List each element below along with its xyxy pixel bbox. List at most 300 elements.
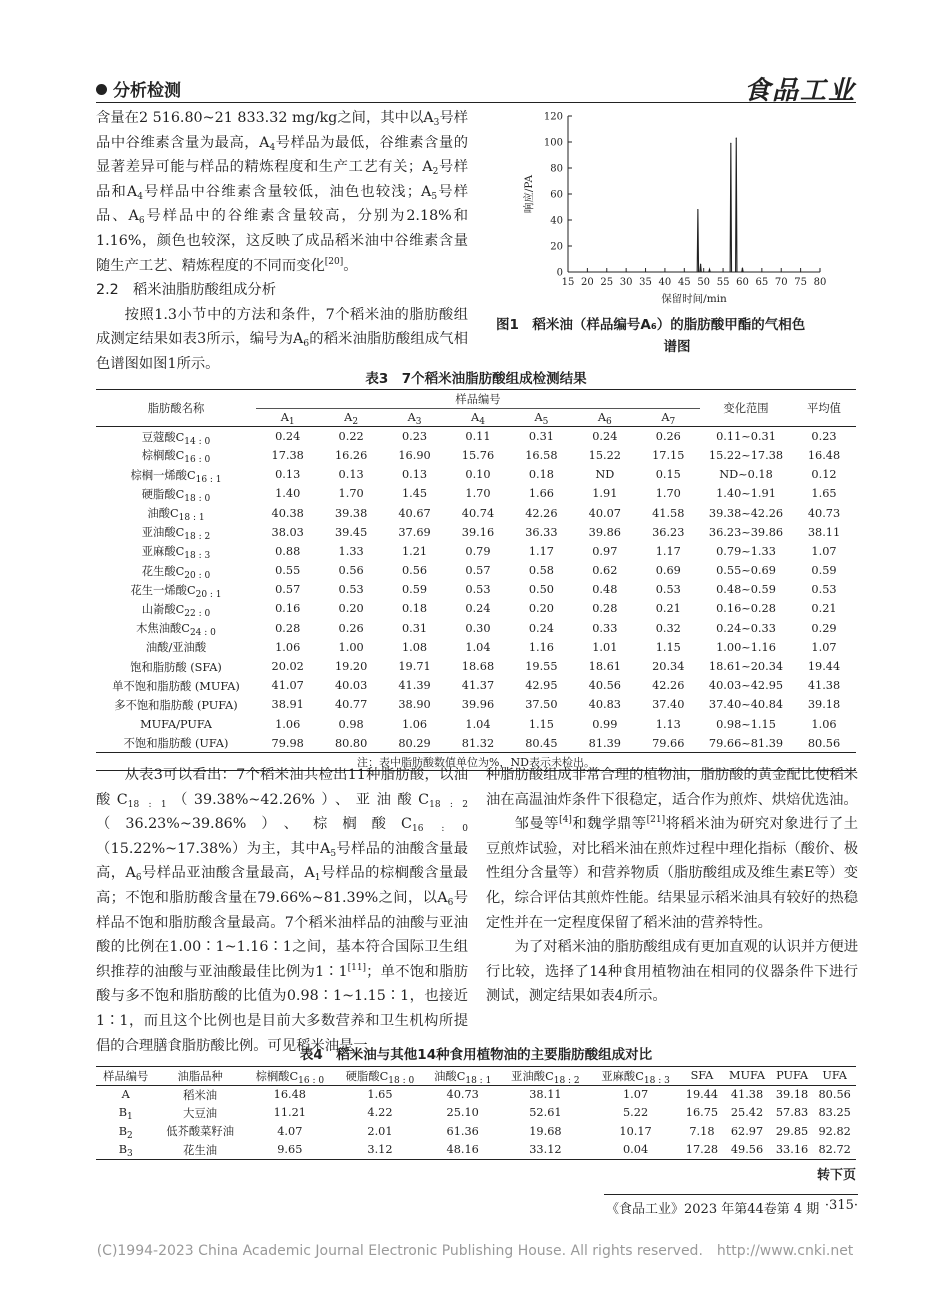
subscript: 5 [330,848,337,859]
table-cell: 39.18 [775,1088,809,1101]
table-cell: 39.16 [461,525,495,539]
table-row [96,542,856,561]
table-cell: 10.17 [619,1124,652,1138]
table-cell: 0.53 [465,583,491,597]
subscript: 6 [303,339,310,350]
subscript: 1 [314,873,321,884]
subscript: 3 [415,417,422,428]
table-row [96,446,856,465]
figure-caption [496,314,858,358]
left-column-bottom [96,763,468,1058]
table-cell: 79.66 [637,734,700,753]
table-cell: 1.65 [811,487,837,501]
table-cell: 3.12 [335,1141,425,1160]
table-cell: 16.48 [273,1088,306,1101]
table-cell: 0.48 [592,583,618,597]
table-cell: 0.30 [465,621,491,635]
table-row [96,561,856,580]
peak-point [697,209,698,210]
col-header: SFA [681,1067,724,1086]
x-tick-label: 50 [697,277,711,288]
subscript: 22 : 0 [184,608,211,619]
table-cell: 1.66 [528,487,554,501]
subscript: 4 [137,191,143,202]
paragraph: 从表3可以看出：7个稻米油共检出11种脂肪酸，以油酸$C_{18 : 1}(39.38\%\sim 42.26\%)$、亚油酸$C_{18 : 2}(36.23\%\sim 39.86\%)$、棕榈酸$C_{16 : 0}(15.22\%\sim 17.38\%)$为主，其中$A_5$号样品的油酸含量最高，$A_6$号样品亚油酸含量最高，$A_1$号样品的棕榈酸含量最高；不饱和脂肪酸含量在79.66%~81.39%之间，以$A_6$号样品不饱和脂肪酸含量最高。7个稻米油样品的油酸与亚油酸的比例在1.00∶1~1.16∶1之间，基本符合国际卫生组织推荐的油酸与亚油酸最佳比例为1∶1[11]；单不饱和脂肪酸与多不饱和脂肪酸的比值为0.98∶1~1.15∶1，也接近1∶1，而且这个比例也是目前大多数营养和卫生机构所提倡的合理膳食脂肪酸比例。可见稻米油是一 [96,767,469,1054]
table-cell: 19.20 [334,660,368,674]
sample-id: A [121,1088,130,1101]
table-row [96,695,856,714]
table-cell: 41.38 [807,679,841,693]
oil-type: 低芥酸菜籽油 [166,1125,235,1139]
table-cell: 0.32 [655,621,681,635]
table-cell: 83.25 [818,1106,851,1120]
subscript: 16 : 1 [195,474,222,485]
table-cell: 0.21 [811,602,837,616]
table3-note: 注：表中脂肪酸数值单位为%，ND表示未检出。 [96,753,856,771]
table-row [96,599,856,618]
peak-point [736,138,737,139]
table-cell: 0.69 [655,564,681,578]
table-cell: 40.83 [588,698,621,712]
table-cell: 15.22 [588,448,621,462]
col-header: 棕榈酸$C_{16 : 0}$ [245,1067,335,1086]
table-cell: 0.16~0.28 [716,602,776,616]
section-heading: 2.2 稻米油脂肪酸组成分析 [96,282,277,299]
table-cell: 1.00 [338,640,364,654]
y-tick-label: 80 [550,163,563,175]
table-cell: 19.71 [398,660,431,674]
table-cell: 1.16 [528,640,554,654]
table-cell: 0.24 [528,621,554,635]
table-cell: 11.21 [273,1106,306,1120]
x-tick-label: 40 [658,277,672,288]
table-cell: 0.24~0.33 [716,621,776,635]
table-row [96,1104,856,1123]
fatty-acid-name: 饱和脂肪酸 (SFA) [130,660,222,674]
table-cell: 37.50 [525,698,558,712]
x-tick-label: 75 [794,277,807,288]
table-cell: 18.68 [461,660,495,674]
x-tick-label: 55 [716,277,730,288]
oil-type: 大豆油 [183,1106,218,1120]
table-cell: 1.91 [592,487,618,501]
table-cell: 0.24 [275,430,301,444]
table-cell: 0.98 [338,717,364,731]
table-cell: 0.13 [275,468,301,482]
col-header-name: 脂肪酸名称 [96,390,256,427]
table-cell: 19.68 [529,1124,562,1138]
table-cell: 41.37 [461,679,495,693]
subscript: 2 [432,167,439,178]
peak-point [742,268,743,269]
subscript: 6 [135,873,142,884]
subscript: 5 [542,417,549,428]
sample-col-header: $A_7$ [637,409,700,427]
table-cell: 42.26 [525,506,558,520]
table4 [96,1066,856,1160]
table-cell: 0.33 [592,621,618,635]
col-header: 亚麻酸$C_{18 : 3}$ [591,1067,681,1086]
col-header: UFA [813,1067,856,1086]
table-cell: 0.10 [465,468,491,482]
table-cell: 1.01 [592,640,618,654]
table-cell: 41.07 [271,679,304,693]
table-cell: 18.61~20.34 [708,660,784,674]
table-cell: 41.39 [398,679,431,693]
table-cell: 0.26 [655,430,681,444]
col-header-mean: 平均值 [792,390,856,427]
y-tick-label: 60 [550,189,563,201]
fatty-acid-name: 硬脂酸$C_{18 : 0}$ [141,487,211,504]
fatty-acid-name: 棕榈酸$C_{16 : 0}$ [141,449,211,466]
table-cell: 38.11 [807,525,841,539]
sample-col-header: $A_6$ [573,409,636,427]
table-cell: 48.16 [425,1141,500,1160]
table-cell: 39.96 [461,698,495,712]
table-cell: 42.95 [525,679,558,693]
table-cell: 1.00~1.16 [716,640,776,654]
fatty-acid-name: 花生酸$C_{20 : 0}$ [141,564,211,581]
col-header-samples: 样品编号 [256,390,700,409]
col-header: 油酸$C_{18 : 1}$ [425,1067,500,1086]
table-cell: 39.18 [807,698,841,712]
chromatogram-trace [568,138,820,272]
table-cell: 0.53 [338,583,364,597]
table-cell: 4.07 [277,1124,303,1138]
fatty-acid-name: 豆蔻酸$C_{14 : 0}$ [141,430,211,447]
table-cell: 5.22 [623,1106,649,1120]
table-cell: 62.97 [730,1124,764,1138]
x-tick-label: 15 [561,277,575,288]
fatty-acid-name: 油酸$C_{18 : 1}$ [147,507,205,524]
table-cell: 1.06 [811,717,837,731]
fatty-acid-name: 木焦油酸$C_{24 : 0}$ [136,622,216,639]
table-row [96,503,856,522]
footer-divider [604,1194,858,1195]
table-cell: 19.55 [525,660,558,674]
table-cell: 40.56 [588,679,621,693]
peak-point [709,269,710,270]
table-cell: 0.11~0.31 [716,430,776,444]
table-cell: 0.79~1.33 [716,544,776,558]
citation: [21] [646,815,666,826]
subscript: 18 : 1 [178,513,205,524]
table-cell: 15.22~17.38 [708,448,784,462]
subscript: 18 : 1 [127,799,167,810]
table-cell: 1.17 [655,544,681,558]
paragraph: 按照1.3小节中的方法和条件，7个稻米油的脂肪酸组成测定结果如表3所示，编号为$A_6$的稻米油脂肪酸组成气相色谱图如图1所示。 [96,306,469,372]
table-cell: 0.59 [811,564,837,578]
table-row [96,465,856,484]
table-cell: 40.67 [398,506,431,520]
subscript: 20 : 1 [195,589,222,600]
table-cell: 25.42 [730,1106,764,1120]
table-cell: 0.15 [655,468,681,482]
table-row [96,676,856,695]
y-axis-label: 响应/PA [523,174,535,214]
table-cell: 40.73 [446,1088,479,1101]
page-header [96,72,856,104]
x-tick-label: 30 [619,277,633,288]
subscript: 18 : 0 [184,493,211,504]
subscript: 3 [127,1149,133,1159]
table-cell: 1.06 [275,717,301,731]
table-cell: 16.58 [525,448,558,462]
table-cell: 1.21 [401,544,428,558]
table-cell: 0.11 [465,430,491,444]
y-tick-label: 20 [550,241,563,253]
table-cell: 0.23 [401,430,428,444]
table-cell: 1.65 [367,1088,393,1101]
table-row [96,1141,856,1160]
page-footer [606,1198,858,1217]
table-cell: 79.66~81.39 [700,734,792,753]
table-cell: 0.56 [338,564,364,578]
x-axis-label: 保留时间/min [661,293,727,305]
copyright-notice: (C)1994-2023 China Academic Journal Electronic Publishing House. All rights reserved. http://www.cnki.net [96,1243,854,1259]
page-number: ·315· [824,1198,858,1213]
table-cell: 38.11 [529,1088,562,1101]
table-cell: 1.06 [401,717,428,731]
x-tick-label: 80 [813,277,827,288]
subscript: 3 [433,118,440,128]
table-cell: 1.04 [465,640,491,654]
col-header-range: 变化范围 [700,390,792,427]
x-tick-label: 25 [600,277,614,288]
y-tick-label: 0 [556,267,563,279]
x-tick-label: 35 [639,277,652,288]
header-divider [96,102,856,103]
table-cell: 38.91 [271,698,304,712]
fatty-acid-name: 山嵛酸$C_{22 : 0}$ [141,602,211,619]
table-cell: 37.40 [652,698,685,712]
subscript: 20 : 0 [184,570,211,581]
col-header: 亚油酸$C_{18 : 2}$ [500,1067,590,1086]
table-cell: 80.80 [319,734,382,753]
table-cell: 79.98 [256,734,319,753]
table-cell: 36.33 [525,525,558,539]
table-row [96,1085,856,1104]
table-cell: 33.12 [500,1141,590,1160]
table-cell: 0.20 [338,602,364,616]
table-cell: 1.40 [275,487,301,501]
table-cell: 0.12 [811,468,837,482]
x-tick-label: 60 [736,277,749,288]
sample-col-header: $A_3$ [383,409,446,427]
citation: [4] [559,815,572,826]
fatty-acid-name: 多不饱和脂肪酸 (PUFA) [114,698,238,712]
fatty-acid-name: 亚麻酸$C_{18 : 3}$ [141,545,211,562]
figure-caption-line: 图1 稻米油（样品编号A₆）的脂肪酸甲酯的气相色 [496,317,806,333]
oil-type: 花生油 [156,1141,245,1160]
oil-type: 稻米油 [183,1088,218,1102]
table-cell: 33.16 [771,1141,814,1160]
table-cell: 0.13 [401,468,428,482]
paragraph: 种脂肪酸组成非常合理的植物油，脂肪酸的黄金配比使稻米油在高温油炸条件下很稳定，适合作为煎炸、烘焙优选油。 [486,767,858,808]
y-tick-label: 40 [550,215,563,227]
subscript: 6 [138,216,145,227]
table-cell: ND~0.18 [719,468,773,482]
table-row [96,523,856,542]
table-cell: 16.75 [685,1106,719,1120]
table-row [96,427,856,446]
table-cell: 16.90 [398,448,431,462]
table-cell: 1.17 [528,544,554,558]
subscript: 18 : 0 [388,1075,415,1086]
table-cell: 0.62 [592,564,618,578]
fatty-acid-name: 棕榈一烯酸$C_{16 : 1}$ [130,468,222,485]
table-cell: 17.28 [681,1141,724,1160]
table-cell: 1.06 [275,640,301,654]
table-cell: 1.45 [401,487,428,501]
table3-caption: 表3 7个稻米油脂肪酸组成检测结果 [365,371,587,387]
table-cell: 80.56 [792,734,856,753]
section-title: 分析检测 [96,76,181,101]
table-cell: 4.22 [367,1106,393,1120]
sample-col-header: $A_5$ [510,409,573,427]
subscript: 18 : 1 [465,1075,492,1086]
table-cell: 39.38 [334,506,368,520]
table-cell: 1.08 [401,640,428,654]
table-cell: 57.83 [775,1106,809,1120]
table-cell: 17.38 [271,448,304,462]
peak-point [730,143,731,144]
table-cell: 0.23 [811,430,837,444]
table-cell: 1.15 [655,640,681,654]
table-cell: 52.61 [529,1106,562,1120]
table-cell: 0.18 [528,468,554,482]
table-cell: 40.07 [588,506,621,520]
table-cell: 17.15 [652,448,685,462]
subscript: 2 [352,417,359,428]
table-row [96,484,856,503]
table-cell: 40.74 [461,506,495,520]
subscript: 7 [669,417,676,428]
table-cell: 38.90 [398,698,431,712]
fatty-acid-name: 亚油酸$C_{18 : 2}$ [141,526,211,543]
col-header: 硬脂酸$C_{18 : 0}$ [335,1067,425,1086]
table-cell: 36.23~39.86 [708,525,784,539]
x-tick-label: 20 [581,277,594,288]
table-cell: 0.16 [275,602,301,616]
y-tick-label: 100 [543,137,563,149]
table-cell: 42.26 [652,679,685,693]
fatty-acid-name: 油酸/亚油酸 [145,641,207,655]
table-cell: 38.03 [271,525,304,539]
table-row [96,619,856,638]
x-tick-label: 65 [755,277,769,288]
table-cell: 39.45 [334,525,368,539]
table-cell: 40.03 [334,679,368,693]
table-cell: 1.70 [655,487,681,501]
table-cell: 49.56 [723,1141,771,1160]
table-cell: 40.03~42.95 [708,679,784,693]
subscript: 6 [447,897,454,908]
table-cell: 0.99 [592,717,618,731]
table-cell: 1.70 [465,487,491,501]
figure-caption-line: 谱图 [663,339,691,355]
journal-logo: 食品工业 [743,76,856,106]
subscript: 4 [479,417,485,428]
bullet-icon [96,84,107,95]
table-cell: 1.70 [338,487,364,501]
table-cell: 0.55 [275,564,301,578]
sample-id: $B_1$ [118,1106,133,1123]
table-cell: 0.13 [338,468,364,482]
table-cell: 0.18 [401,602,428,616]
table-cell: 0.53 [811,583,837,597]
table-cell: 37.40~40.84 [708,698,784,712]
y-tick-label: 120 [543,111,563,123]
table-cell: 81.32 [446,734,509,753]
table-cell: 0.58 [528,564,554,578]
table-cell: 80.56 [818,1088,851,1101]
table-cell: 81.39 [573,734,636,753]
table-cell: 0.28 [592,602,618,616]
subscript: 4 [269,142,276,153]
subscript: 14 : 0 [184,436,211,447]
continued-label: 转下页 [816,1168,856,1183]
table-cell: 20.02 [271,660,304,674]
subscript: 16 : 0 [184,455,211,466]
table-cell: 0.28 [275,621,301,635]
sample-col-header: $A_2$ [319,409,382,427]
table-cell: 1.40~1.91 [716,487,776,501]
table-cell: 1.33 [338,544,364,558]
table-cell: 0.59 [401,583,428,597]
table-cell: 0.24 [465,602,491,616]
table-cell: 1.13 [655,717,681,731]
left-column-top [96,106,468,377]
table4-caption: 表4 稻米油与其他14种食用植物油的主要脂肪酸组成对比 [299,1047,653,1063]
subscript: 5 [431,191,438,202]
table-cell: 0.29 [811,621,837,635]
table-row [96,715,856,734]
fatty-acid-name: MUFA/PUFA [140,717,212,731]
table-cell: 0.53 [655,583,681,597]
table-cell: 40.38 [271,506,304,520]
subscript: 18 : 3 [184,551,211,562]
table-cell: 19.44 [685,1088,719,1101]
table-cell: 1.07 [811,640,837,654]
table-cell: 37.69 [398,525,431,539]
table-cell: 80.29 [383,734,446,753]
table-cell: 0.57 [465,564,491,578]
table-cell: 0.21 [655,602,681,616]
right-column-bottom [486,763,858,1009]
sample-id: $B_2$ [118,1124,133,1141]
sample-col-header: $A_1$ [256,409,319,427]
col-header: 油脂品种 [156,1067,245,1086]
table-cell: 0.20 [528,602,554,616]
subscript: 2 [127,1130,133,1141]
table-cell: 18.61 [588,660,621,674]
table-row [96,580,856,599]
table-cell: 0.97 [592,544,618,558]
x-tick-label: 70 [774,277,788,288]
table-cell: 41.58 [652,506,685,520]
fatty-acid-name: 花生一烯酸$C_{20 : 1}$ [130,583,222,600]
table-cell: 0.79 [465,544,491,558]
col-header: MUFA [723,1067,771,1086]
table-cell: 1.07 [811,544,837,558]
table-cell: 39.38~42.26 [708,506,784,520]
table-cell: 20.34 [652,660,685,674]
gc-chromatogram-chart [500,108,850,308]
table-cell: 0.50 [528,583,554,597]
paragraph: 含量在2 516.80~21 833.32 mg/kg之间，其中以$A_3$号样品中谷维素含量为最高，$A_4$号样品为最低，谷维素含量的显著差异可能与样品的精炼程度和生产工艺有关；$A_2$号样品和$A_4$号样品中谷维素含量较低，油色也较浅；$A_5$号样品、$A_6$号样品中的谷维素含量较高，分别为2.18%和1.16%，颜色也较深，这反映了成品稻米油中谷维素含量随生产工艺、精炼程度的不同而变化[20]。 [96,110,469,274]
table-cell: 82.72 [813,1141,856,1160]
